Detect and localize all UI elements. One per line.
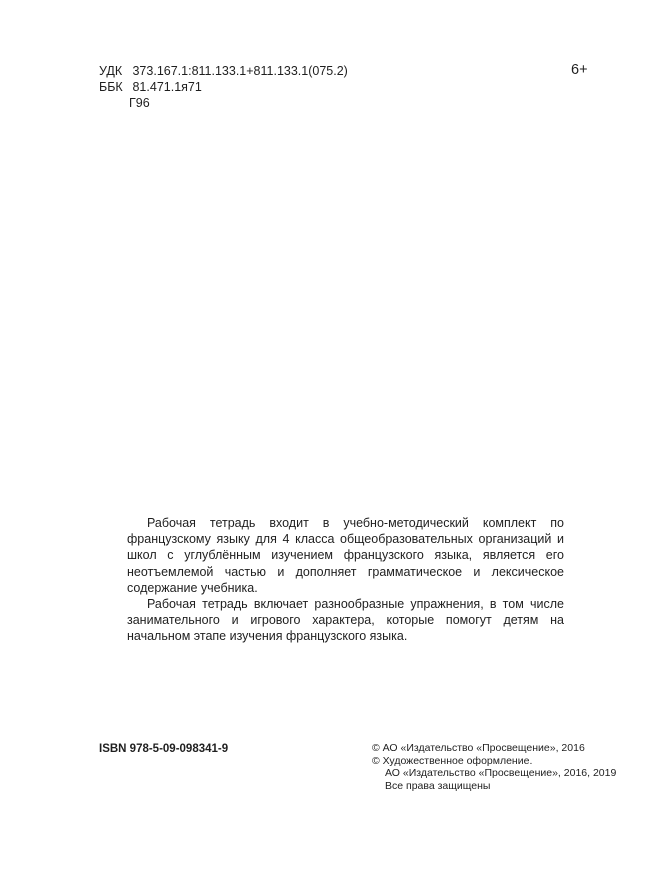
udk-label: УДК [99,64,123,78]
author-mark: Г96 [129,96,150,110]
annotation-paragraph: Рабочая тетрадь включает разнообразные упражнения, в том числе занимательного и игрового характера, которые помогут детям на начальном этапе изучения французского языка. [127,597,564,644]
udk-value: 373.167.1:811.133.1+811.133.1(075.2) [132,64,348,78]
annotation-paragraph: Рабочая тетрадь входит в учебно-методический комплект по французскому языку для 4 класса общеобразовательных организаций и школ с углублённым изучением французского языка, является его неотъемлемой частью и дополняет грамматическое и лексическое содержание учебника. [127,516,564,595]
bbk-row [99,79,348,95]
copyright-line: © Художественное оформление. [372,754,533,767]
copyright-line: Все права защищены [385,779,491,792]
bbk-value: 81.471.1я71 [132,80,202,94]
copyright-block [372,742,616,792]
bbk-label: ББК [99,80,123,94]
copyright-line: АО «Издательство «Просвещение», 2016, 2019 [385,767,617,780]
udk-row [99,63,348,79]
annotation [127,515,564,645]
isbn: ISBN 978-5-09-098341-9 [99,743,229,755]
copyright-line: © АО «Издательство «Просвещение», 2016 [372,742,585,754]
age-rating: 6+ [571,62,588,78]
classification-codes [99,63,348,111]
